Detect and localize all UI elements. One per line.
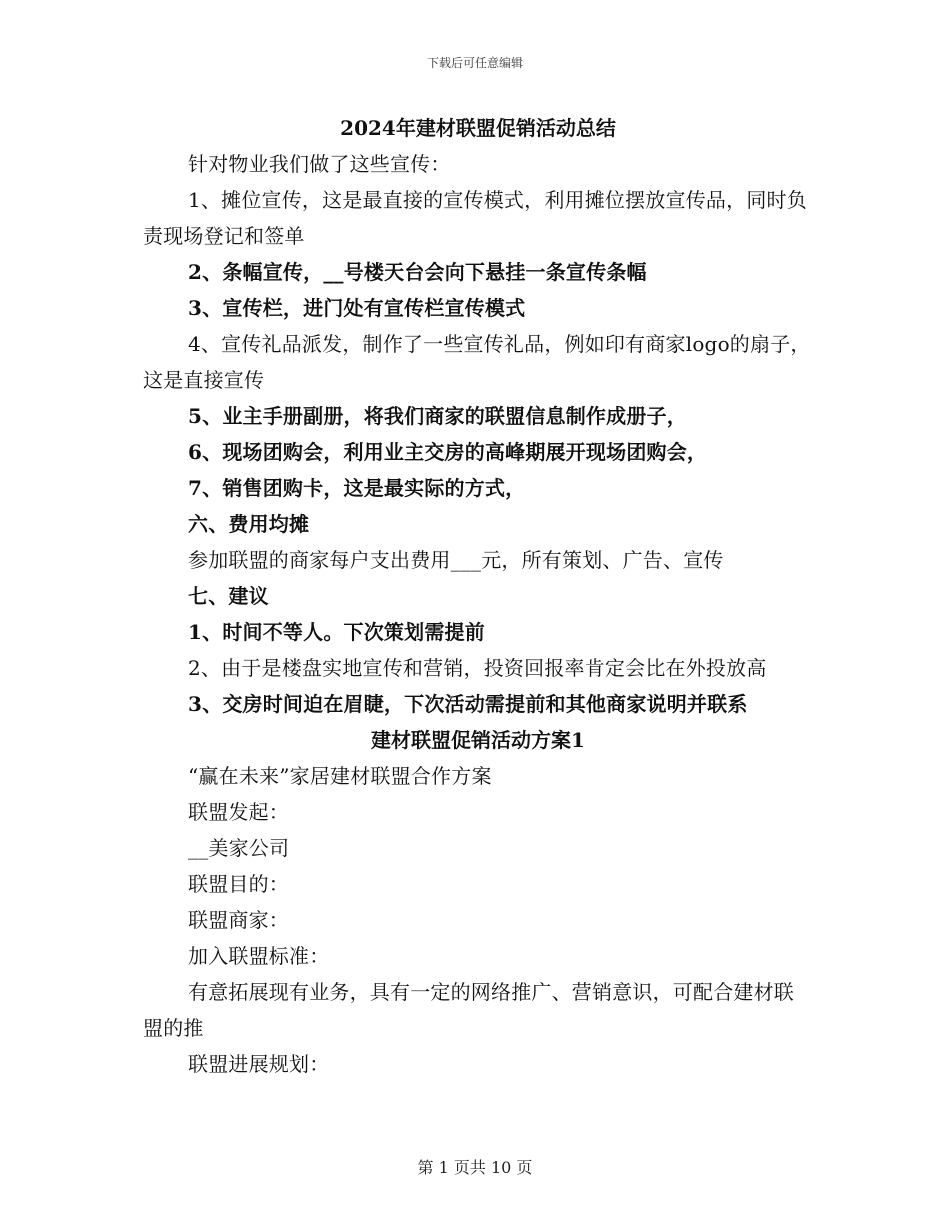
paragraph: 有意拓展现有业务，具有一定的网络推广、营销意识，可配合建材联盟的推 (143, 980, 794, 1040)
document-subtitle: 建材联盟促销活动方案1 (371, 728, 585, 752)
document-title: 2024年建材联盟促销活动总结 (340, 116, 616, 140)
paragraph: 4、宣传礼品派发，制作了一些宣传礼品，例如印有商家logo的扇子，这是直接宣传 (143, 332, 811, 392)
paragraph: 联盟发起： (188, 800, 289, 824)
paragraph: 3、交房时间迫在眉睫，下次活动需提前和其他商家说明并联系 (188, 692, 748, 716)
paragraph: 3、宣传栏，进门处有宣传栏宣传模式 (188, 296, 526, 320)
paragraph: “赢在未来”家居建材联盟合作方案 (188, 764, 492, 788)
paragraph: 联盟进展规划： (188, 1052, 330, 1076)
paragraph: 参加联盟的商家每户支出费用___元，所有策划、广告、宣传 (188, 548, 724, 572)
section-heading: 七、建议 (188, 584, 269, 608)
section-heading: 六、费用均摊 (188, 512, 310, 536)
paragraph: 2、条幅宣传，__号楼天台会向下悬挂一条宣传条幅 (188, 260, 647, 284)
paragraph: 6、现场团购会，利用业主交房的高峰期展开现场团购会， (188, 440, 708, 464)
page-header: 下载后可任意编辑 (426, 56, 523, 70)
paragraph: 2、由于是楼盘实地宣传和营销，投资回报率肯定会比在外投放高 (188, 656, 767, 680)
paragraph: 1、时间不等人。下次策划需提前 (188, 620, 485, 644)
paragraph: __美家公司 (188, 836, 290, 860)
paragraph: 联盟商家： (188, 908, 289, 932)
paragraph: 1、摊位宣传，这是最直接的宣传模式，利用摊位摆放宣传品，同时负责现场登记和签单 (143, 188, 807, 248)
paragraph: 加入联盟标准： (188, 944, 330, 968)
paragraph: 联盟目的： (188, 872, 289, 896)
document-body (143, 110, 813, 1082)
paragraph: 7、销售团购卡，这是最实际的方式， (188, 476, 526, 500)
paragraph: 针对物业我们做了这些宣传： (188, 152, 451, 176)
paragraph: 5、业主手册副册，将我们商家的联盟信息制作成册子， (188, 404, 687, 428)
page-footer: 第 1 页共 10 页 (417, 1158, 533, 1177)
